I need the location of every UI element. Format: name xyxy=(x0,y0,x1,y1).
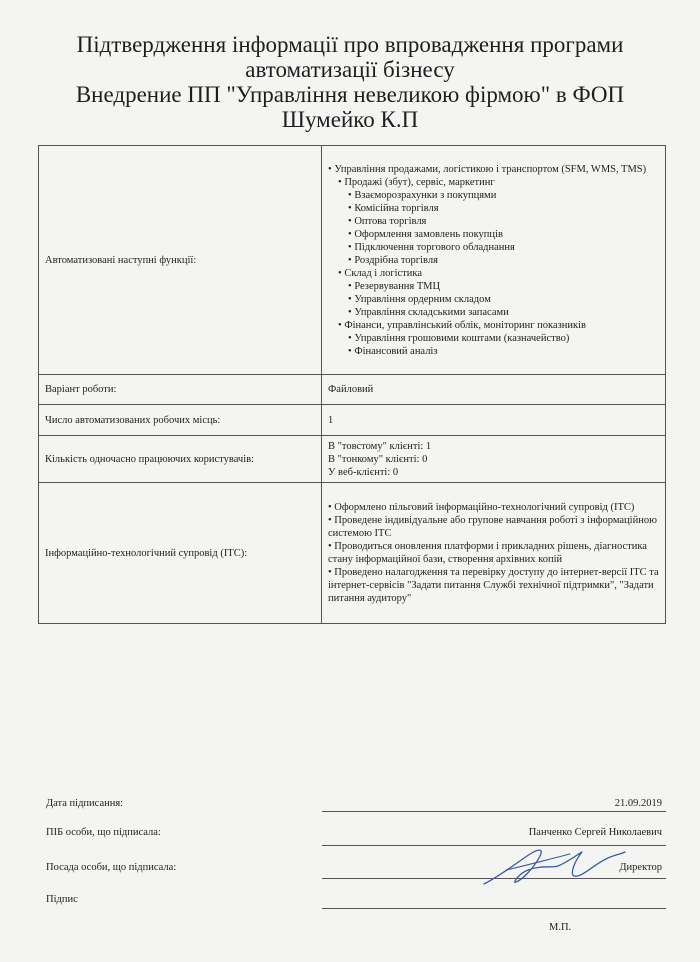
stamp-place: М.П. xyxy=(549,922,572,933)
title-line-1: Підтвердження інформації про впровадження програми xyxy=(76,32,624,57)
sales-title: • Продажі (збут), сервіс, маркетинг xyxy=(338,177,495,188)
users-line: В "товстому" клієнті: 1 xyxy=(328,440,432,452)
title-line-4: Шумейко К.П xyxy=(281,107,419,132)
mode-row xyxy=(39,375,666,405)
list-item: • Роздрібна торгівля xyxy=(348,255,438,266)
handwritten-signature xyxy=(478,840,628,890)
functions-list xyxy=(322,146,666,375)
its-label: Інформаційно-технологічний супровід (ІТС): xyxy=(39,483,322,624)
users-values xyxy=(322,436,666,483)
functions-label: Автоматизовані наступні функції: xyxy=(39,146,322,375)
sign-label: Підпис xyxy=(46,894,78,905)
name-label: ПІБ особи, що підписала: xyxy=(46,827,161,838)
users-label: Кількість одночасно працюючих користувачів: xyxy=(39,436,322,483)
functions-group-title: • Управління продажами, логістикою і транспортом (SFM, WMS, TMS) xyxy=(328,164,646,175)
list-item: • Управління ордерним складом xyxy=(348,294,491,305)
list-item: • Взаєморозрахунки з покупцями xyxy=(348,190,496,201)
list-item: • Резервування ТМЦ xyxy=(348,281,440,292)
users-row xyxy=(39,436,666,483)
date-label: Дата підписання: xyxy=(46,798,124,809)
title-line-2: автоматизації бізнесу xyxy=(245,57,455,82)
mode-label: Варіант роботи: xyxy=(39,375,322,405)
position-value: Директор xyxy=(619,862,662,873)
its-line: • Проводиться оновлення платформи і прикладних рішень, діагностика стану інформаційної бази, створення архівних копій xyxy=(328,541,647,565)
list-item: • Комісійна торгівля xyxy=(348,203,439,214)
workplaces-label: Число автоматизованих робочих місць: xyxy=(39,405,322,436)
list-item: • Оформлення замовлень покупців xyxy=(348,229,503,240)
date-value: 21.09.2019 xyxy=(614,798,662,809)
list-item: • Управління складськими запасами xyxy=(348,307,509,318)
list-item: • Фінансовий аналіз xyxy=(348,346,438,357)
workplaces-value: 1 xyxy=(322,405,666,436)
users-line: В "тонкому" клієнті: 0 xyxy=(328,453,428,465)
finance-title: • Фінанси, управлінський облік, моніторинг показників xyxy=(338,320,586,331)
its-line: • Проведено налагодження та перевірку доступу до інтернет-версії ІТС та інтернет-сервісів "Задати питання Службі технічної підтримки", "Задати питання аудитору" xyxy=(328,567,659,604)
name-value: Панченко Сергей Николаевич xyxy=(528,827,662,838)
its-row xyxy=(39,483,666,624)
title-line-3: Внедрение ПП "Управління невеликою фірмою" в ФОП xyxy=(75,82,625,107)
its-line: • Оформлено пільговий інформаційно-технологічний супровід (ІТС) xyxy=(328,502,635,513)
info-table xyxy=(38,145,666,624)
workplaces-row xyxy=(39,405,666,436)
warehouse-title: • Склад і логістика xyxy=(338,268,422,279)
divider xyxy=(322,811,666,812)
document-title xyxy=(40,32,660,132)
its-line: • Проведене індивідуальне або групове навчання роботі з інформаційною системою ІТС xyxy=(328,515,657,539)
mode-value: Файловий xyxy=(322,375,666,405)
its-values xyxy=(322,483,666,624)
list-item: • Підключення торгового обладнання xyxy=(348,242,515,253)
divider xyxy=(322,908,666,909)
users-line: У веб-клієнті: 0 xyxy=(328,466,399,478)
functions-row xyxy=(39,146,666,375)
list-item: • Управління грошовими коштами (казначейство) xyxy=(348,333,569,344)
list-item: • Оптова торгівля xyxy=(348,216,426,227)
position-label: Посада особи, що підписала: xyxy=(46,862,177,873)
